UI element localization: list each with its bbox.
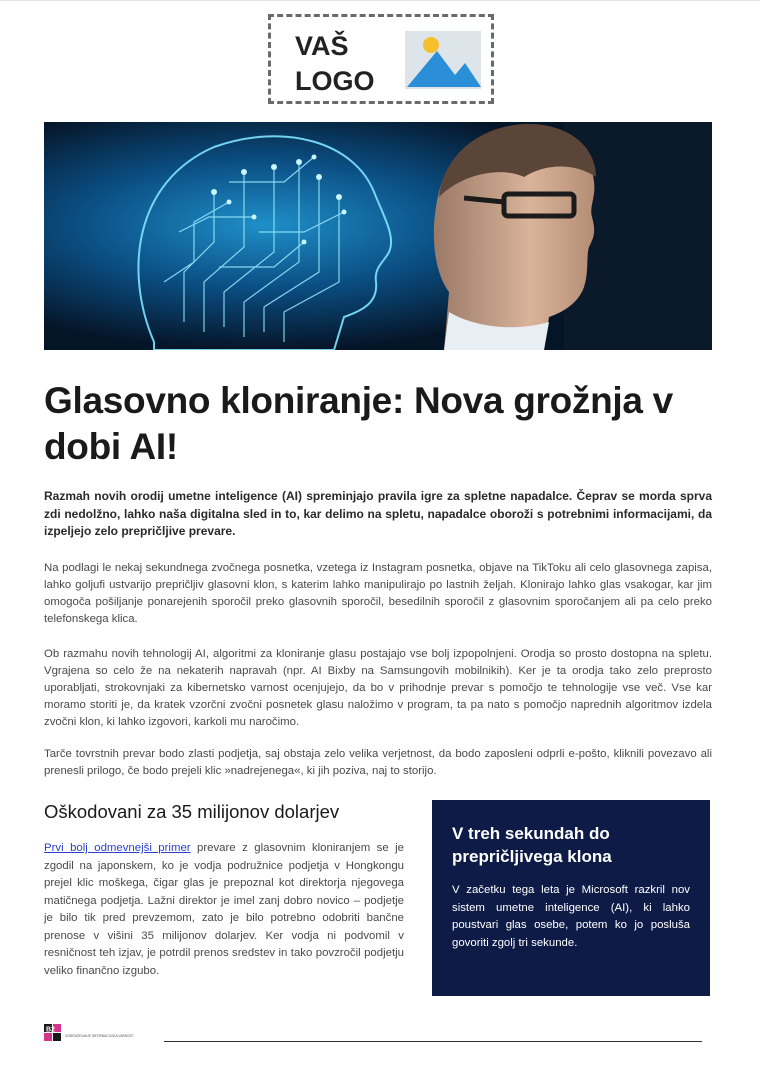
top-rule bbox=[0, 0, 760, 1]
footer-brand: B2 bbox=[46, 1026, 55, 1034]
logo-placeholder bbox=[268, 14, 494, 104]
section-text-body: prevare z glasovnim kloniranjem se je zgodil na japonskem, ko je vodja podružnice podjetja v Hongkongu prejel klic moškega, čigar glas je prepoznal kot direktorja njegovega matičnega podjetja. Lažni direktor je imel zanj dobro novico – podjetje je bilo tik pred prevzemom, zato je bilo potrebno odobriti bančne prenose v višini 35 milijonov dolarjev. Ker vodja ni podvomil v resničnost teh izjav, je potrdil prenos sredstev in tako povzročil podjetju veliko finančno izgubo. bbox=[44, 842, 404, 977]
logo-text-line2: LOGO bbox=[295, 66, 375, 96]
sidebar-title: V treh sekundah do prepričljivega klona bbox=[452, 824, 612, 866]
logo-text bbox=[295, 29, 395, 99]
case-link[interactable]: Prvi bolj odmevnejši primer bbox=[44, 842, 191, 854]
article-lead: Razmah novih orodij umetne inteligence (AI) spreminjajo pravila igre za spletne napadalce. Čeprav se morda sprva zdi nedolžno, lahko naša digitalna sled in to, kar delimo na spletu, napadalce oboroži s potrebnimi informacijami, da izpeljejo zelo prepričljive prevare. bbox=[44, 489, 712, 538]
b2-logo-icon bbox=[44, 1024, 164, 1046]
sidebar-text: V začetku tega leta je Microsoft razkril nov sistem umetne inteligence (AI), ki lahko poustvari glas osebe, potem ko jo posluša govoriti zgolj tri sekunde. bbox=[452, 884, 690, 949]
footer-tagline: IZOBRAŽEVANJE INFORMACIJSKA VARNOST bbox=[65, 1034, 134, 1038]
paragraph-2: Ob razmahu novih tehnologij AI, algoritmi za kloniranje glasu postajajo vse bolj izpopolnjeni. Orodja so prosto dostopna na spletu. Vgrajena so celo že na nekaterih napravah (npr. AI Bixby na Samsungovih mobilnikih). Ker je ta orodja tako zelo preprosto uporabljati, strokovnjaki za kibernetsko varnost ocenjujejo, da bo v prihodnje prevar s pomočjo te tehnologije vse več. Vse kar moramo storiti je, da kratek vzorčni zvočni posnetek glasu naložimo v program, ta pa nato s pomočjo naprednih algoritmov izdela zvočni klon, ki lahko izgovori, karkoli mu naročimo. bbox=[44, 648, 712, 728]
section-text bbox=[44, 840, 404, 980]
section-heading: Oškodovani za 35 milijonov dolarjev bbox=[44, 801, 340, 822]
ai-head-illustration bbox=[44, 122, 712, 350]
hero-image bbox=[44, 122, 712, 350]
sidebar-box bbox=[432, 800, 710, 996]
image-placeholder-icon bbox=[405, 31, 481, 89]
logo-text-line1: VAŠ bbox=[295, 31, 349, 61]
footer-divider bbox=[164, 1041, 702, 1042]
paragraph-3: Tarče tovrstnih prevar bodo zlasti podjetja, saj obstaja zelo velika verjetnost, da bodo zaposleni odprli e-pošto, kliknili povezavo ali prenesli prilogo, če bodo prejeli klic »nadrejenega«, ki jih poziva, naj to storijo. bbox=[44, 748, 712, 777]
paragraph-1: Na podlagi le nekaj sekundnega zvočnega posnetka, vzetega iz Instagram posnetka, objave na TikToku ali celo glasovnega zapisa, lahko goljufi ustvarijo prepričljiv glasovni klon, s katerim lahko manipulirajo po lastnih željah. Klonirajo lahko glas vsakogar, kar jim omogoča pošiljanje ponarejenih sporočil preko glasovnih sporočil, besedilnih sporočil z glasovnim sporočanjem ali pa celo preko telefonskega klica. bbox=[44, 562, 712, 625]
article-title: Glasovno kloniranje: Nova grožnja v dobi AI! bbox=[44, 380, 673, 467]
